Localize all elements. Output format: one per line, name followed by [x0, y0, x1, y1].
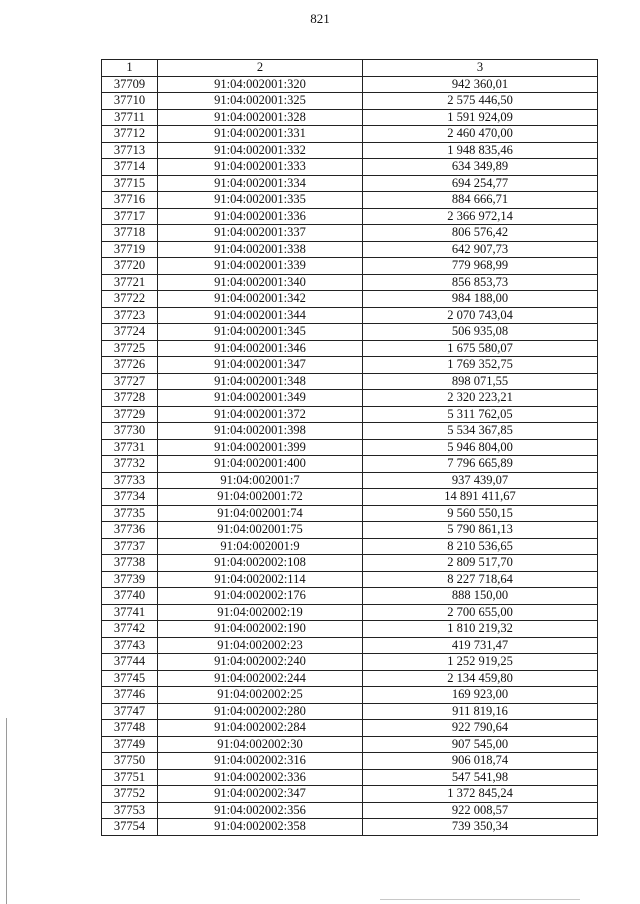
value-cell: 1 948 835,46	[363, 142, 598, 159]
row-number-cell: 37711	[102, 109, 158, 126]
row-number-cell: 37740	[102, 588, 158, 605]
cadastral-number-cell: 91:04:002002:108	[158, 555, 363, 572]
row-number-cell: 37743	[102, 637, 158, 654]
cadastral-number-cell: 91:04:002001:399	[158, 439, 363, 456]
cadastral-number-cell: 91:04:002002:358	[158, 819, 363, 836]
table-row	[102, 76, 598, 93]
row-number-cell: 37734	[102, 489, 158, 506]
cadastral-number-cell: 91:04:002002:114	[158, 571, 363, 588]
value-cell: 942 360,01	[363, 76, 598, 93]
column-header-cadastral: 2	[158, 60, 363, 77]
table-row	[102, 769, 598, 786]
cadastral-number-cell: 91:04:002002:316	[158, 753, 363, 770]
cadastral-number-cell: 91:04:002002:176	[158, 588, 363, 605]
value-cell: 2 575 446,50	[363, 93, 598, 110]
row-number-cell: 37731	[102, 439, 158, 456]
cadastral-number-cell: 91:04:002001:336	[158, 208, 363, 225]
cadastral-number-cell: 91:04:002001:340	[158, 274, 363, 291]
table-row	[102, 720, 598, 737]
row-number-cell: 37723	[102, 307, 158, 324]
row-number-cell: 37728	[102, 390, 158, 407]
value-cell: 506 935,08	[363, 324, 598, 341]
value-cell: 5 534 367,85	[363, 423, 598, 440]
cadastral-number-cell: 91:04:002001:72	[158, 489, 363, 506]
value-cell: 2 700 655,00	[363, 604, 598, 621]
cadastral-number-cell: 91:04:002002:336	[158, 769, 363, 786]
row-number-cell: 37712	[102, 126, 158, 143]
value-cell: 2 134 459,80	[363, 670, 598, 687]
value-cell: 1 675 580,07	[363, 340, 598, 357]
cadastral-number-cell: 91:04:002001:346	[158, 340, 363, 357]
value-cell: 5 311 762,05	[363, 406, 598, 423]
value-cell: 739 350,34	[363, 819, 598, 836]
table-row	[102, 126, 598, 143]
table-row	[102, 736, 598, 753]
table-row	[102, 703, 598, 720]
value-cell: 5 790 861,13	[363, 522, 598, 539]
row-number-cell: 37725	[102, 340, 158, 357]
cadastral-number-cell: 91:04:002001:334	[158, 175, 363, 192]
table-row	[102, 654, 598, 671]
cadastral-number-cell: 91:04:002001:348	[158, 373, 363, 390]
table-row	[102, 802, 598, 819]
value-cell: 8 210 536,65	[363, 538, 598, 555]
value-cell: 898 071,55	[363, 373, 598, 390]
table-row	[102, 357, 598, 374]
value-cell: 984 188,00	[363, 291, 598, 308]
table-row	[102, 588, 598, 605]
cadastral-number-cell: 91:04:002001:338	[158, 241, 363, 258]
row-number-cell: 37724	[102, 324, 158, 341]
value-cell: 906 018,74	[363, 753, 598, 770]
table-row	[102, 307, 598, 324]
row-number-cell: 37726	[102, 357, 158, 374]
table-row	[102, 373, 598, 390]
cadastral-number-cell: 91:04:002001:337	[158, 225, 363, 242]
table-row	[102, 142, 598, 159]
value-cell: 2 460 470,00	[363, 126, 598, 143]
row-number-cell: 37709	[102, 76, 158, 93]
value-cell: 2 320 223,21	[363, 390, 598, 407]
value-cell: 922 008,57	[363, 802, 598, 819]
cadastral-number-cell: 91:04:002001:320	[158, 76, 363, 93]
value-cell: 1 591 924,09	[363, 109, 598, 126]
cadastral-number-cell: 91:04:002001:331	[158, 126, 363, 143]
table-row	[102, 753, 598, 770]
table-row	[102, 258, 598, 275]
cadastral-number-cell: 91:04:002001:345	[158, 324, 363, 341]
value-cell: 922 790,64	[363, 720, 598, 737]
table-row	[102, 819, 598, 836]
table-row	[102, 621, 598, 638]
cadastral-number-cell: 91:04:002002:23	[158, 637, 363, 654]
value-cell: 907 545,00	[363, 736, 598, 753]
row-number-cell: 37744	[102, 654, 158, 671]
row-number-cell: 37737	[102, 538, 158, 555]
table-row	[102, 175, 598, 192]
value-cell: 169 923,00	[363, 687, 598, 704]
table-row	[102, 423, 598, 440]
row-number-cell: 37719	[102, 241, 158, 258]
row-number-cell: 37754	[102, 819, 158, 836]
cadastral-number-cell: 91:04:002002:19	[158, 604, 363, 621]
table-row	[102, 604, 598, 621]
table-row	[102, 472, 598, 489]
cadastral-number-cell: 91:04:002001:328	[158, 109, 363, 126]
row-number-cell: 37735	[102, 505, 158, 522]
table-row	[102, 109, 598, 126]
table-row	[102, 522, 598, 539]
row-number-cell: 37752	[102, 786, 158, 803]
row-number-cell: 37736	[102, 522, 158, 539]
value-cell: 779 968,99	[363, 258, 598, 275]
cadastral-number-cell: 91:04:002001:333	[158, 159, 363, 176]
cadastral-number-cell: 91:04:002002:356	[158, 802, 363, 819]
value-cell: 547 541,98	[363, 769, 598, 786]
row-number-cell: 37722	[102, 291, 158, 308]
value-cell: 642 907,73	[363, 241, 598, 258]
value-cell: 888 150,00	[363, 588, 598, 605]
table-row	[102, 538, 598, 555]
row-number-cell: 37716	[102, 192, 158, 209]
table-row	[102, 637, 598, 654]
row-number-cell: 37710	[102, 93, 158, 110]
column-header-value: 3	[363, 60, 598, 77]
cadastral-number-cell: 91:04:002001:398	[158, 423, 363, 440]
row-number-cell: 37751	[102, 769, 158, 786]
cadastral-number-cell: 91:04:002001:332	[158, 142, 363, 159]
cadastral-number-cell: 91:04:002001:7	[158, 472, 363, 489]
cadastral-number-cell: 91:04:002002:30	[158, 736, 363, 753]
cadastral-number-cell: 91:04:002001:335	[158, 192, 363, 209]
cadastral-number-cell: 91:04:002002:25	[158, 687, 363, 704]
row-number-cell: 37717	[102, 208, 158, 225]
table-row	[102, 208, 598, 225]
table-row	[102, 489, 598, 506]
cadastral-number-cell: 91:04:002002:347	[158, 786, 363, 803]
value-cell: 2 070 743,04	[363, 307, 598, 324]
cadastral-number-cell: 91:04:002001:325	[158, 93, 363, 110]
table-body	[102, 76, 598, 835]
value-cell: 1 810 219,32	[363, 621, 598, 638]
value-cell: 7 796 665,89	[363, 456, 598, 473]
table-row	[102, 687, 598, 704]
value-cell: 419 731,47	[363, 637, 598, 654]
row-number-cell: 37742	[102, 621, 158, 638]
row-number-cell: 37729	[102, 406, 158, 423]
row-number-cell: 37739	[102, 571, 158, 588]
row-number-cell: 37748	[102, 720, 158, 737]
table-row	[102, 406, 598, 423]
value-cell: 8 227 718,64	[363, 571, 598, 588]
row-number-cell: 37730	[102, 423, 158, 440]
table-header	[102, 60, 598, 77]
value-cell: 634 349,89	[363, 159, 598, 176]
row-number-cell: 37746	[102, 687, 158, 704]
cadastral-number-cell: 91:04:002001:75	[158, 522, 363, 539]
cadastral-number-cell: 91:04:002001:342	[158, 291, 363, 308]
row-number-cell: 37720	[102, 258, 158, 275]
table-row	[102, 439, 598, 456]
registry-table	[101, 59, 598, 836]
row-number-cell: 37745	[102, 670, 158, 687]
row-number-cell: 37749	[102, 736, 158, 753]
row-number-cell: 37727	[102, 373, 158, 390]
value-cell: 911 819,16	[363, 703, 598, 720]
value-cell: 694 254,77	[363, 175, 598, 192]
value-cell: 9 560 550,15	[363, 505, 598, 522]
row-number-cell: 37741	[102, 604, 158, 621]
table-row	[102, 670, 598, 687]
cadastral-number-cell: 91:04:002002:190	[158, 621, 363, 638]
value-cell: 2 809 517,70	[363, 555, 598, 572]
value-cell: 2 366 972,14	[363, 208, 598, 225]
cadastral-number-cell: 91:04:002001:372	[158, 406, 363, 423]
cadastral-number-cell: 91:04:002001:344	[158, 307, 363, 324]
page-number: 821	[310, 11, 330, 26]
value-cell: 884 666,71	[363, 192, 598, 209]
cadastral-number-cell: 91:04:002001:347	[158, 357, 363, 374]
cadastral-number-cell: 91:04:002001:74	[158, 505, 363, 522]
scan-bottom-mark	[380, 899, 580, 900]
cadastral-number-cell: 91:04:002001:339	[158, 258, 363, 275]
row-number-cell: 37747	[102, 703, 158, 720]
row-number-cell: 37715	[102, 175, 158, 192]
table-row	[102, 456, 598, 473]
row-number-cell: 37714	[102, 159, 158, 176]
row-number-cell: 37713	[102, 142, 158, 159]
value-cell: 1 372 845,24	[363, 786, 598, 803]
value-cell: 14 891 411,67	[363, 489, 598, 506]
cadastral-number-cell: 91:04:002001:9	[158, 538, 363, 555]
table-row	[102, 324, 598, 341]
table-row	[102, 192, 598, 209]
column-header-number: 1	[102, 60, 158, 77]
table-row	[102, 274, 598, 291]
row-number-cell: 37732	[102, 456, 158, 473]
table-row	[102, 225, 598, 242]
value-cell: 5 946 804,00	[363, 439, 598, 456]
row-number-cell: 37733	[102, 472, 158, 489]
table-row	[102, 786, 598, 803]
cadastral-number-cell: 91:04:002002:244	[158, 670, 363, 687]
table-row	[102, 390, 598, 407]
table-row	[102, 571, 598, 588]
value-cell: 806 576,42	[363, 225, 598, 242]
cadastral-number-cell: 91:04:002001:400	[158, 456, 363, 473]
value-cell: 937 439,07	[363, 472, 598, 489]
cadastral-number-cell: 91:04:002001:349	[158, 390, 363, 407]
row-number-cell: 37718	[102, 225, 158, 242]
row-number-cell: 37738	[102, 555, 158, 572]
table-row	[102, 93, 598, 110]
row-number-cell: 37750	[102, 753, 158, 770]
scan-margin-line	[6, 718, 7, 904]
value-cell: 856 853,73	[363, 274, 598, 291]
table-row	[102, 159, 598, 176]
cadastral-number-cell: 91:04:002002:284	[158, 720, 363, 737]
header-row	[102, 60, 598, 77]
cadastral-number-cell: 91:04:002002:240	[158, 654, 363, 671]
cadastral-number-cell: 91:04:002002:280	[158, 703, 363, 720]
table-row	[102, 505, 598, 522]
table-row	[102, 555, 598, 572]
row-number-cell: 37721	[102, 274, 158, 291]
table-row	[102, 291, 598, 308]
table-row	[102, 241, 598, 258]
value-cell: 1 252 919,25	[363, 654, 598, 671]
value-cell: 1 769 352,75	[363, 357, 598, 374]
row-number-cell: 37753	[102, 802, 158, 819]
table-row	[102, 340, 598, 357]
